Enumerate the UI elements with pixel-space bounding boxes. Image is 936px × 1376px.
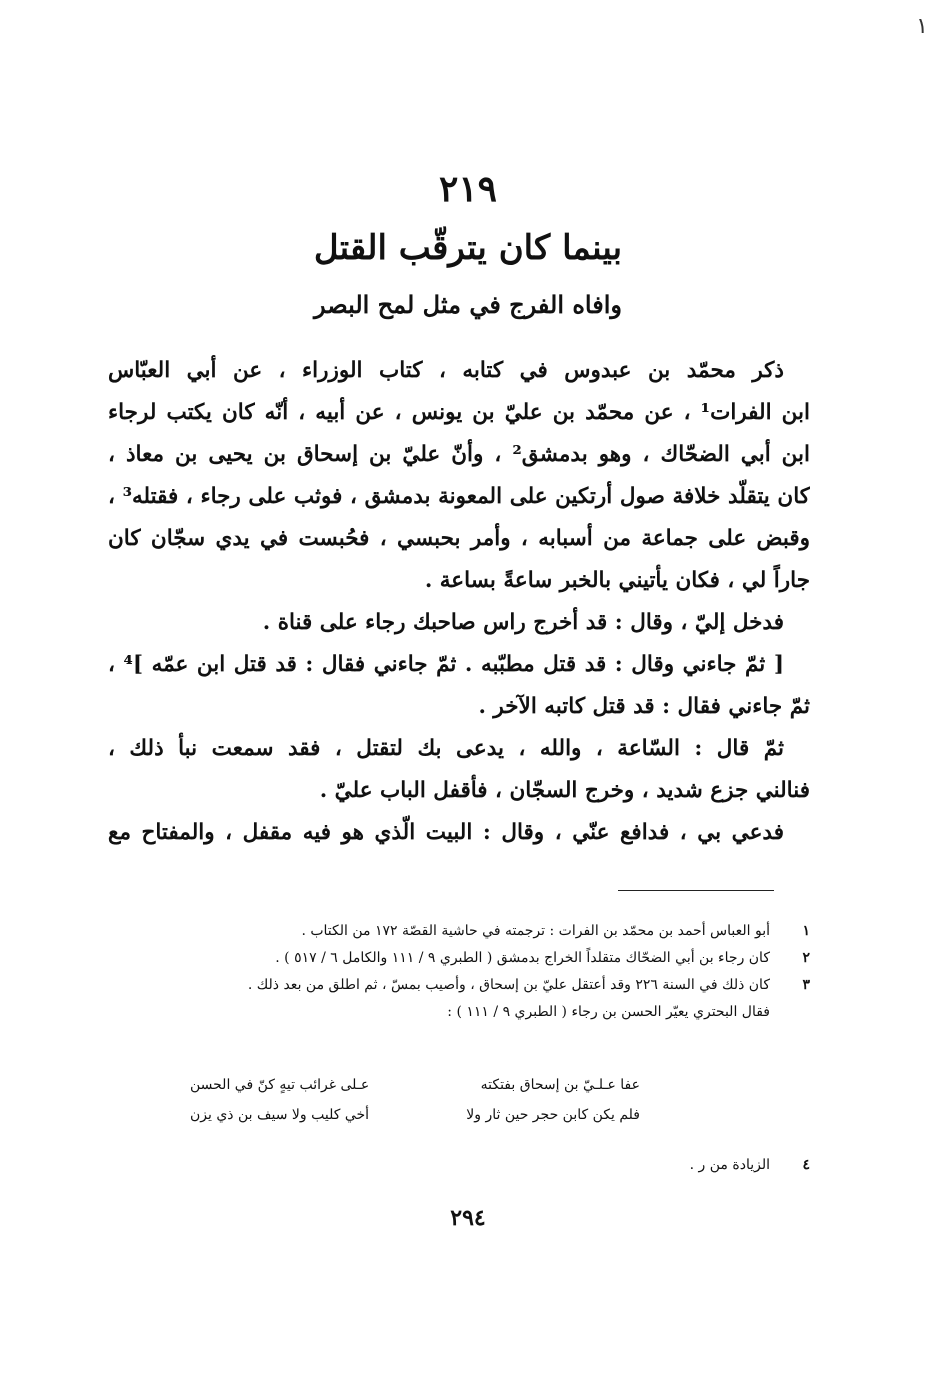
body-line: فنالني جزع شديد ، وخرج السجّان ، فأقفل الباب عليّ .	[319, 778, 810, 803]
footnote-separator	[618, 890, 774, 891]
story-number: ٢١٩	[438, 168, 497, 210]
footnote-number: ١	[802, 923, 810, 939]
body-line: فدعي بي ، فدافع عنّي ، وقال : البيت الّذي هو فيه مقفل ، والمفتاح مع	[108, 820, 784, 845]
verse-first-hemistich: فلم يكن كابن حجر حين ثار ولا	[466, 1107, 640, 1123]
footnote	[108, 972, 810, 1026]
footnote-text: كان ذلك في السنة ٢٢٦ وقد أعتقل عليّ بن إسحاق ، وأصيب بمسّ ، ثم اطلق من بعد ذلك .	[247, 977, 770, 993]
footnote	[108, 918, 810, 945]
body-line: جاراً لي ، فكان يأتيني بالخبر ساعةً بساعة .	[424, 568, 810, 593]
footnote-text: أبو العباس أحمد بن محمّد بن الفرات : ترجمته في حاشية القصّة ١٧٢ من الكتاب .	[301, 923, 770, 939]
verse-second-hemistich: أخي كليب ولا سيف بن ذي يزن	[190, 1107, 370, 1123]
body-line: كان يتقلّد خلافة صول أرتكين على المعونة بدمشق ، فوثب على رجاء ، فقتله³ ،	[108, 484, 810, 509]
footnote-text: فقال البحتري يعيّر الحسن بن رجاء ( الطبري ٩ / ١١١ ) :	[447, 1004, 770, 1020]
verse-line	[190, 1070, 640, 1100]
verse-line	[190, 1100, 640, 1130]
body-line: فدخل إليّ ، وقال : قد أخرج راس صاحبك رجاء على قناة .	[262, 610, 784, 635]
verse-second-hemistich: عـلى غرائب تيهٍ كنّ في الحسن	[190, 1077, 370, 1093]
footnote	[108, 1152, 810, 1179]
body-line: ابن أبي الضحّاك ، وهو بدمشق² ، وأنّ عليّ بن إسحاق بن يحيى بن معاذ ،	[108, 442, 810, 467]
body-line: ابن الفرات¹ ، عن محمّد بن عليّ بن يونس ، عن أبيه ، أنّه كان يكتب لرجاء	[108, 400, 810, 425]
body-line: [ ثمّ جاءني وقال : قد قتل مطبّبه . ثمّ جاءني فقال : قد قتل ابن عمّه ]⁴ ،	[108, 652, 784, 677]
body-line: ذكر محمّد بن عبدوس في كتابه ، كتاب الوزراء ، عن أبي العبّاس	[108, 358, 784, 383]
body-line: ثمّ قال : السّاعة ، والله ، يدعى بك لتقتل ، فقد سمعت نبأ ذلك ،	[108, 736, 784, 761]
footnote	[108, 945, 810, 972]
poem-verses	[190, 1070, 640, 1130]
body-text	[108, 350, 810, 854]
body-line: وقبض على جماعة من أسبابه ، وأمر بحبسي ، فحُبست في يدي سجّان كان	[108, 526, 810, 551]
footnote-number: ٢	[802, 950, 810, 966]
footnote-text: كان رجاء بن أبي الضحّاك متقلداً الخراج بدمشق ( الطبري ٩ / ١١١ والكامل ٦ / ٥١٧ ) .	[275, 950, 770, 966]
story-subtitle: وافاه الفرج في مثل لمح البصر	[314, 290, 622, 319]
footnote-number: ٣	[802, 977, 810, 993]
corner-mark: ١	[916, 14, 928, 39]
story-title: بينما كان يترقّب القتل	[313, 228, 623, 268]
body-line: ثمّ جاءني فقال : قد قتل كاتبه الآخر .	[478, 694, 810, 719]
footnotes	[108, 918, 810, 1026]
page-number: ٢٩٤	[450, 1205, 486, 1231]
footnote-number: ٤	[802, 1157, 810, 1173]
footnote-text: الزيادة من ر .	[689, 1157, 770, 1173]
verse-first-hemistich: عفا عـلـيّ بن إسحاق بفتكته	[480, 1077, 640, 1093]
